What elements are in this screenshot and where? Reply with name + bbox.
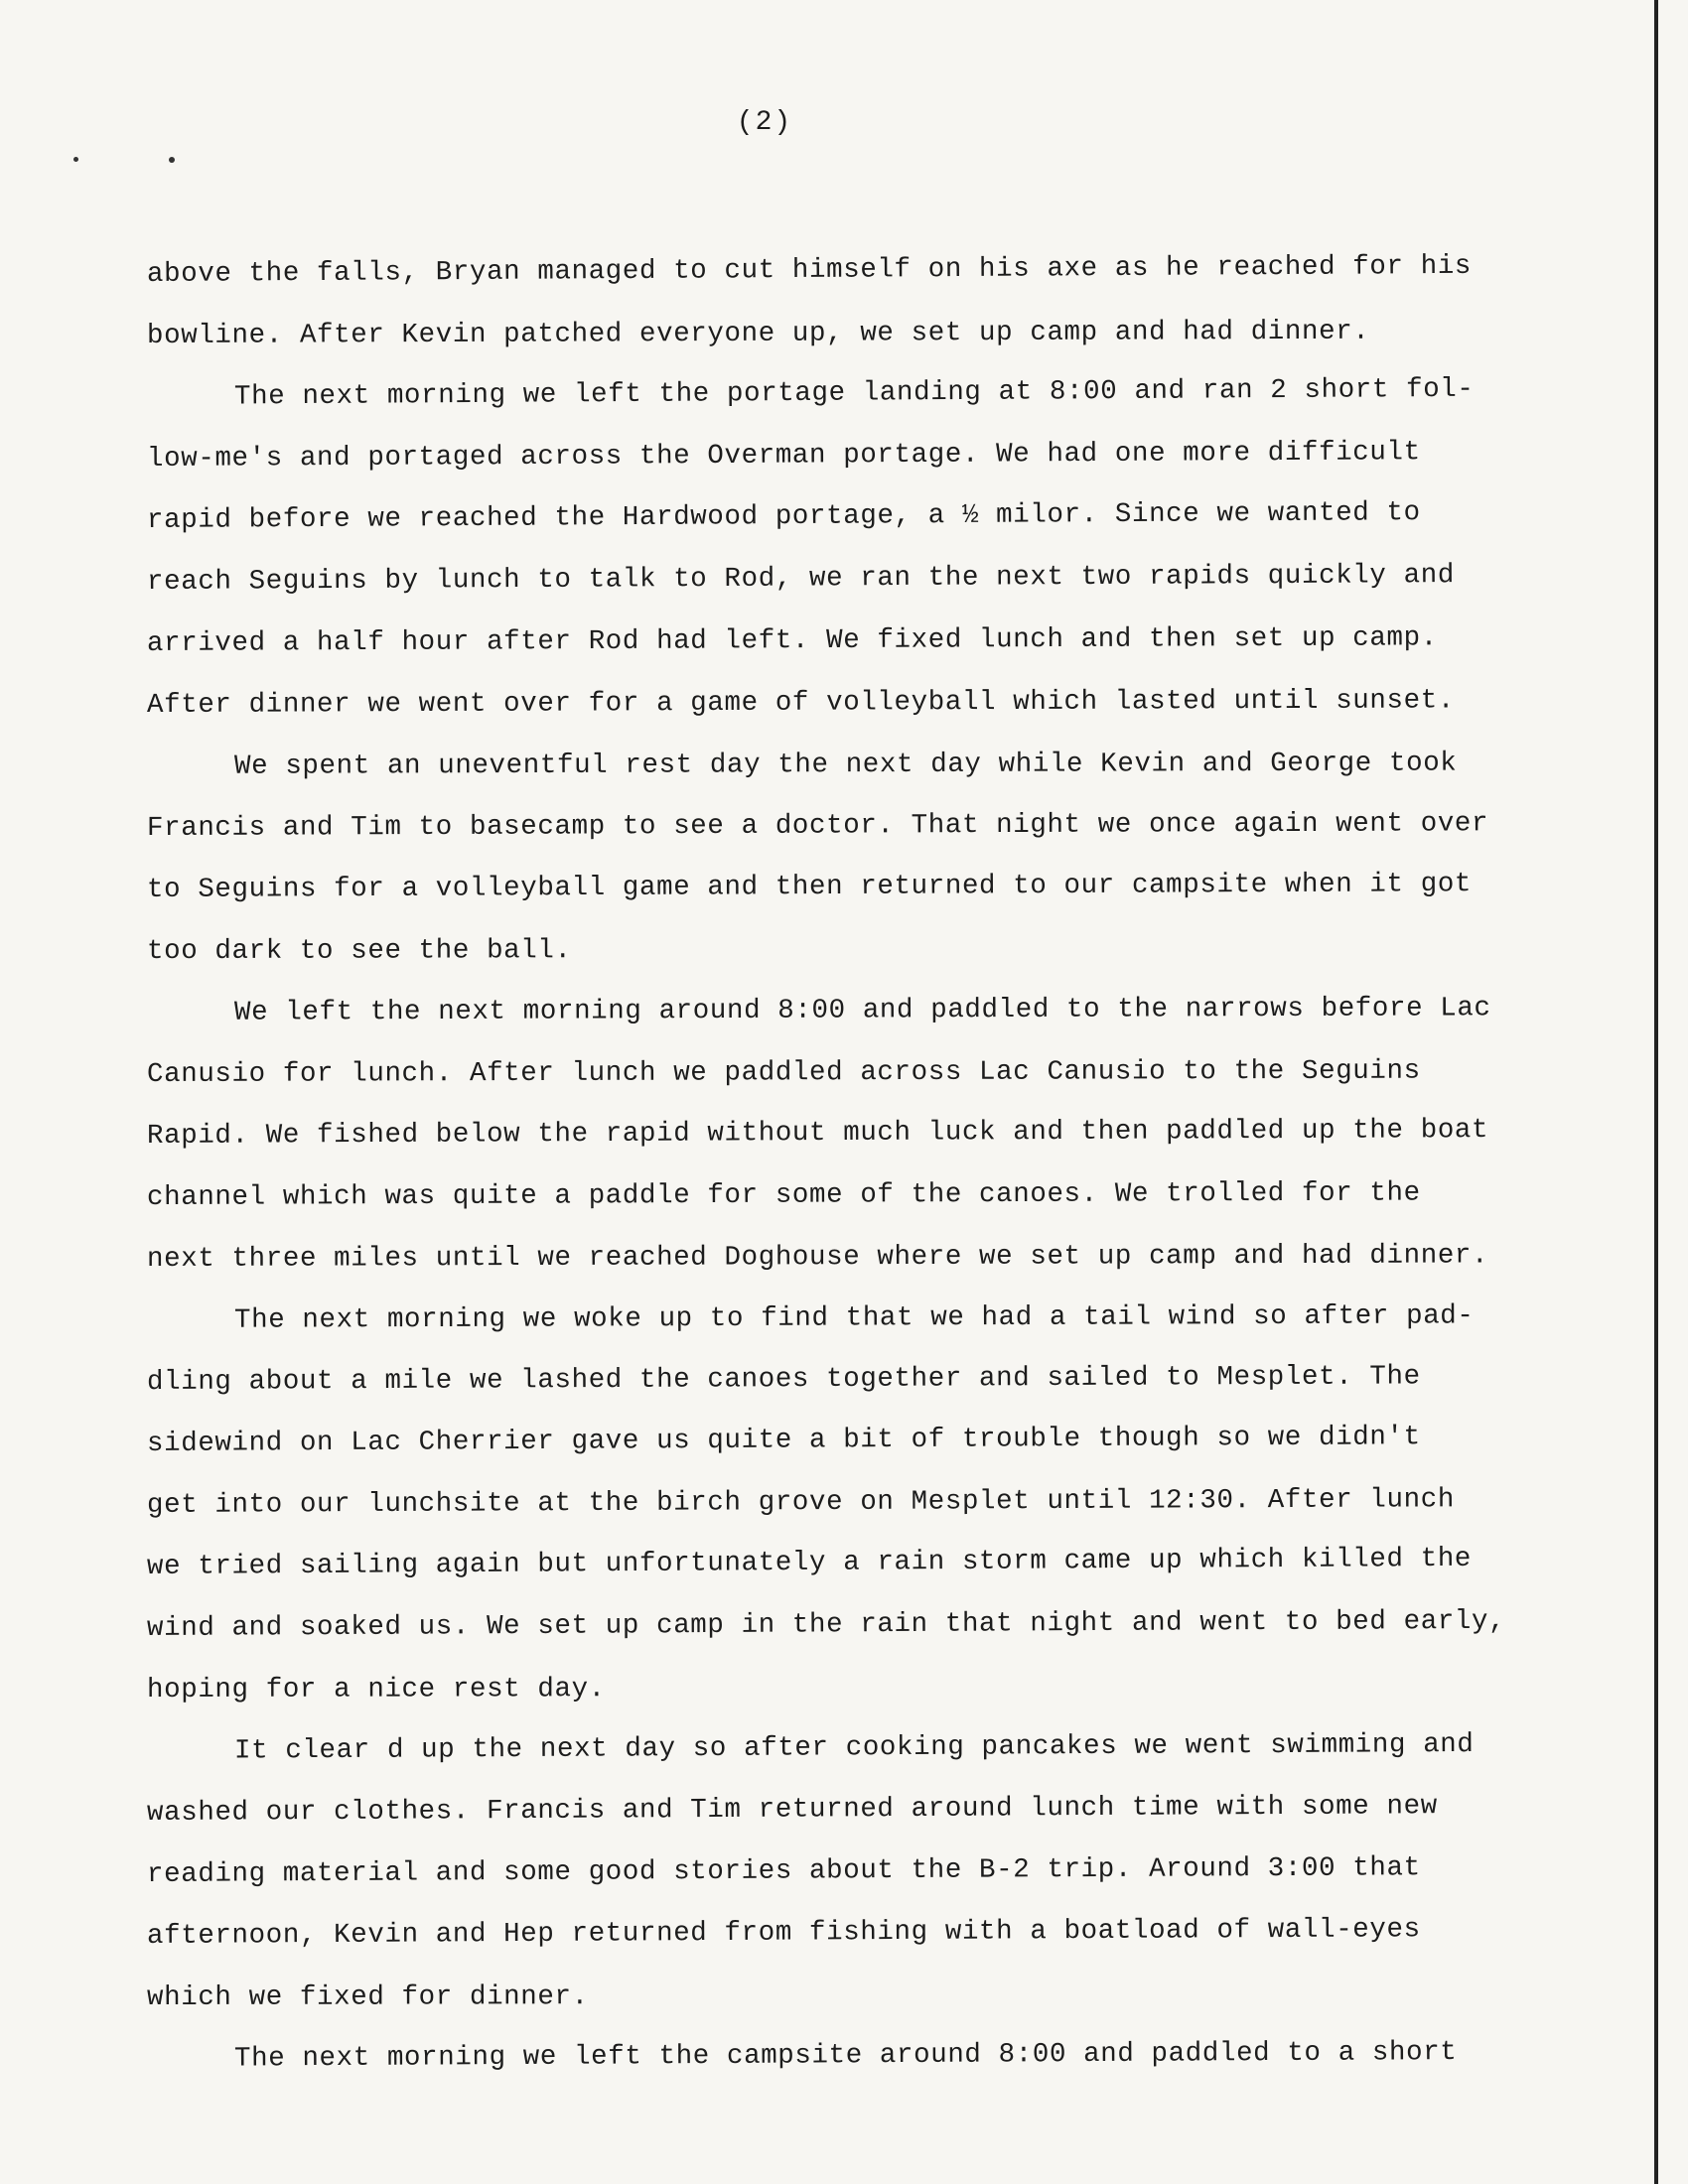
text-line: washed our clothes. Francis and Tim returned around lunch time with some new [146, 1791, 1438, 1829]
text-line: sidewind on Lac Cherrier gave us quite a bit of trouble though so we didn't [146, 1422, 1421, 1459]
text-line: arrived a half hour after Rod had left. We fixed lunch and then set up camp. [146, 622, 1438, 659]
text-line: The next morning we left the campsite around 8:00 and paddled to a short [233, 2037, 1458, 2075]
scan-speck [169, 157, 175, 163]
text-line: get into our lunchsite at the birch grove on Mesplet until 12:30. After lunch [146, 1484, 1455, 1521]
text-line: It clear d up the next day so after cooking pancakes we went swimming and [233, 1729, 1475, 1767]
text-line: Canusio for lunch. After lunch we paddled across Lac Canusio to the Seguins [146, 1055, 1421, 1090]
text-line: reading material and some good stories about the B-2 trip. Around 3:00 that [146, 1852, 1421, 1890]
text-line: dling about a mile we lashed the canoes together and sailed to Mesplet. The [146, 1361, 1421, 1398]
text-line: bowline. After Kevin patched everyone up, we set up camp and had dinner. [146, 316, 1370, 351]
text-line: too dark to see the ball. [146, 935, 572, 967]
text-line: reach Seguins by lunch to talk to Rod, we ran the next two rapids quickly and [146, 560, 1455, 598]
text-line: After dinner we went over for a game of volleyball which lasted until sunset. [146, 685, 1455, 721]
text-line: which we fixed for dinner. [146, 1981, 589, 2013]
text-line: next three miles until we reached Doghouse where we set up camp and had dinner. [146, 1240, 1489, 1275]
text-line: low-me's and portaged across the Overman portage. We had one more difficult [146, 437, 1421, 475]
text-line: we tried sailing again but unfortunately a rain storm came up which killed the [146, 1543, 1473, 1582]
text-line: afternoon, Kevin and Hep returned from fishing with a boatload of wall-eyes [146, 1914, 1421, 1952]
scan-speck [73, 157, 78, 162]
text-line: Rapid. We fished below the rapid without much luck and then paddled up the boat [146, 1115, 1489, 1152]
text-line: wind and soaked us. We set up camp in the rain that night and went to bed early, [146, 1605, 1506, 1644]
text-line: The next morning we woke up to find that we had a tail wind so after pad- [233, 1300, 1475, 1336]
body-text [147, 244, 1507, 2091]
text-line: above the falls, Bryan managed to cut himself on his axe as he reached for his [146, 250, 1473, 290]
text-line: The next morning we left the portage landing at 8:00 and ran 2 short fol- [233, 373, 1475, 413]
text-line: Francis and Tim to basecamp to see a doctor. That night we once again went over [146, 808, 1489, 844]
text-line: rapid before we reached the Hardwood portage, a ½ milor. Since we wanted to [146, 497, 1421, 536]
text-line: channel which was quite a paddle for some of the canoes. We trolled for the [146, 1177, 1421, 1213]
scan-edge-line [1654, 0, 1658, 2184]
text-line: We spent an uneventful rest day the next day while Kevin and George took [233, 748, 1458, 782]
text-line: to Seguins for a volleyball game and then returned to our campsite when it got [146, 869, 1473, 905]
page-number: (2) [736, 107, 793, 138]
text-line: hoping for a nice rest day. [146, 1674, 606, 1706]
text-line: We left the next morning around 8:00 and paddled to the narrows before Lac [233, 993, 1491, 1028]
